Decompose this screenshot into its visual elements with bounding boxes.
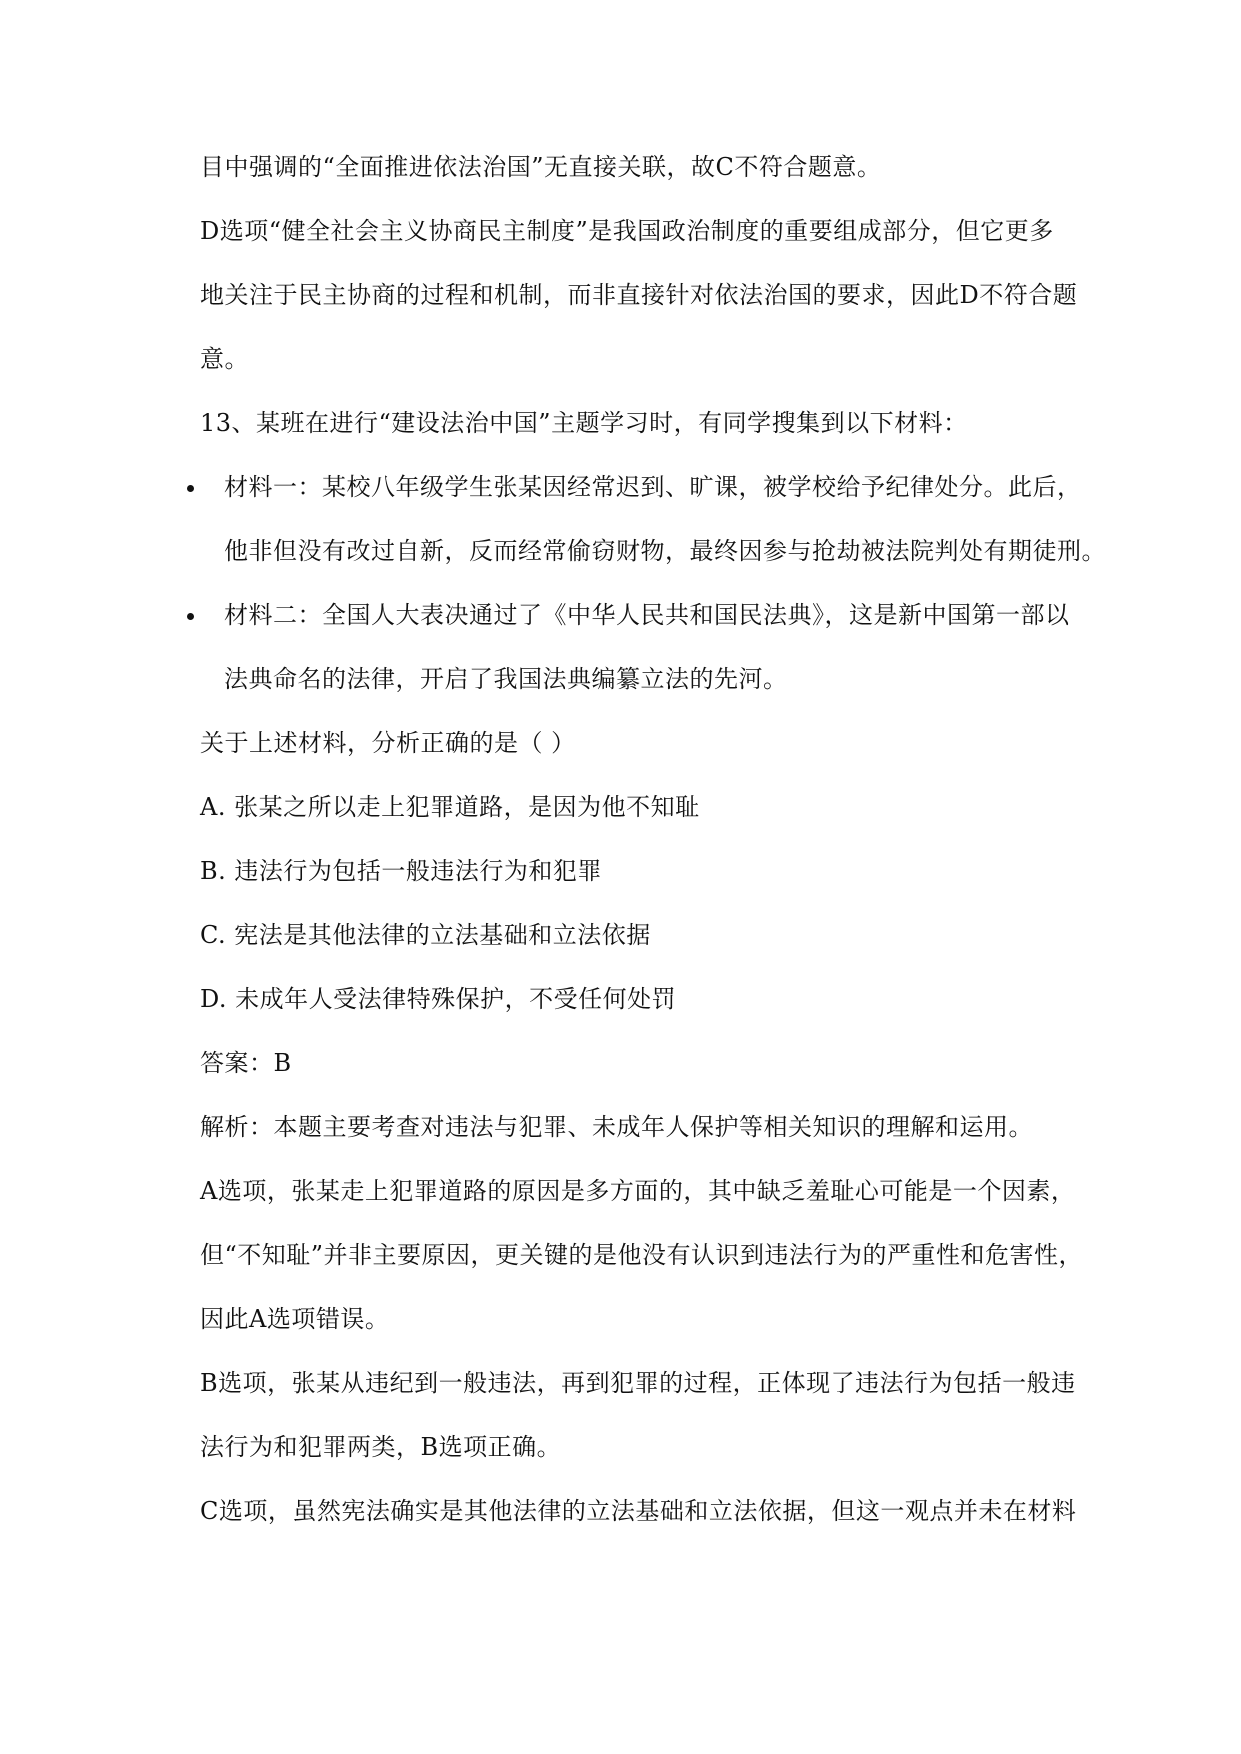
analysis-a-line-1: A选项，张某走上犯罪道路的原因是多方面的，其中缺乏羞耻心可能是一个因素， (200, 1177, 1076, 1205)
text-line-3: 地关注于民主协商的过程和机制，而非直接针对依法治国的要求，因此D不符合题 (200, 281, 1078, 309)
text-line-1: 目中强调的“全面推进依法治国”无直接关联，故C不符合题意。 (200, 153, 882, 181)
text-line-2: D选项“健全社会主义协商民主制度”是我国政治制度的重要组成部分，但它更多 (200, 217, 1054, 245)
analysis-b-line-1: B选项，张某从违纪到一般违法，再到犯罪的过程，正体现了违法行为包括一般违 (200, 1369, 1076, 1397)
material-2-line-1: 材料二：全国人大表决通过了《中华人民共和国民法典》，这是新中国第一部以 (224, 601, 1070, 629)
option-b: B. 违法行为包括一般违法行为和犯罪 (200, 857, 602, 885)
answer: 答案：B (200, 1049, 292, 1077)
question-prompt: 关于上述材料，分析正确的是（ ） (200, 729, 576, 757)
text-line-4: 意。 (200, 345, 249, 373)
material-1-line-2: 他非但没有改过自新，反而经常偷窃财物，最终因参与抢劫被法院判处有期徒刑。 (224, 537, 1106, 565)
analysis-a-line-3: 因此A选项错误。 (200, 1305, 390, 1333)
analysis-intro: 解析：本题主要考查对违法与犯罪、未成年人保护等相关知识的理解和运用。 (200, 1113, 1033, 1141)
analysis-c-line-1: C选项，虽然宪法确实是其他法律的立法基础和立法依据，但这一观点并未在材料 (200, 1497, 1077, 1525)
bullet-icon (187, 613, 194, 620)
material-2-line-2: 法典命名的法律，开启了我国法典编纂立法的先河。 (224, 665, 788, 693)
bullet-icon (187, 485, 194, 492)
question-13-stem: 13、某班在进行“建设法治中国”主题学习时，有同学搜集到以下材料： (200, 409, 968, 437)
option-c: C. 宪法是其他法律的立法基础和立法依据 (200, 921, 651, 949)
material-1-line-1: 材料一：某校八年级学生张某因经常迟到、旷课，被学校给予纪律处分。此后， (224, 473, 1082, 501)
option-a: A. 张某之所以走上犯罪道路，是因为他不知耻 (200, 793, 700, 821)
analysis-b-line-2: 法行为和犯罪两类，B选项正确。 (200, 1433, 562, 1461)
analysis-a-line-2: 但“不知耻”并非主要原因，更关键的是他没有认识到违法行为的严重性和危害性， (200, 1241, 1084, 1269)
option-d: D. 未成年人受法律特殊保护，不受任何处罚 (200, 985, 677, 1013)
